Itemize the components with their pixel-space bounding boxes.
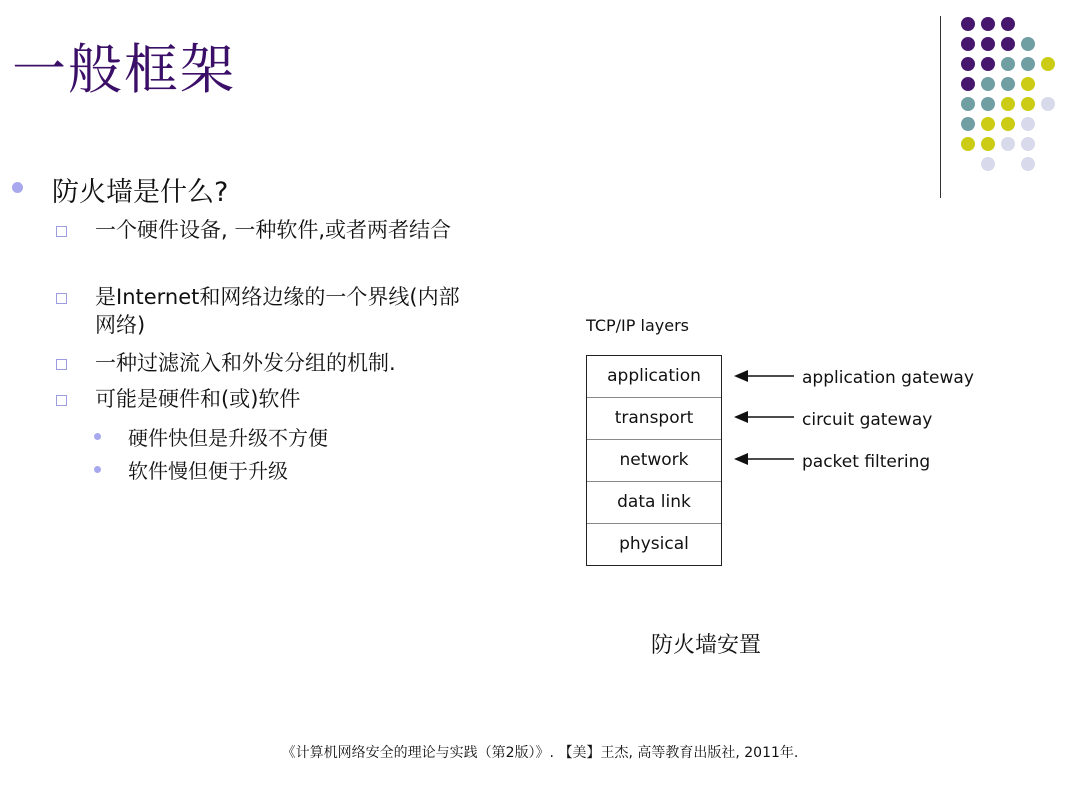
layer-network: network (587, 440, 721, 482)
decor-dot (961, 57, 975, 71)
arrow-left-icon (734, 410, 794, 424)
sub-bullet: 一个硬件设备, 一种软件,或者两者结合 (95, 218, 452, 242)
bullet-square-icon (56, 293, 67, 304)
decor-dot (961, 17, 975, 31)
decor-dot (1001, 77, 1015, 91)
layer-data-link: data link (587, 482, 721, 524)
decor-dot (961, 137, 975, 151)
diagram-title: TCP/IP layers (586, 316, 689, 335)
decor-dot (1021, 157, 1035, 171)
decor-dot (1001, 137, 1015, 151)
bullet-square-icon (56, 359, 67, 370)
decor-dot (1001, 117, 1015, 131)
layer-physical: physical (619, 534, 689, 554)
gateway-label: packet filtering (802, 452, 931, 472)
decor-dot (1001, 97, 1015, 111)
layer-application: application (587, 356, 721, 398)
decor-dot (1021, 57, 1035, 71)
bullet-dot-icon (94, 433, 101, 440)
decor-dot (1001, 17, 1015, 31)
decor-dot (961, 97, 975, 111)
gateway-label: application gateway (802, 368, 974, 388)
bullet-square-icon (56, 395, 67, 406)
decor-dot (1021, 77, 1035, 91)
decor-dot (1021, 137, 1035, 151)
sub-bullet: 一种过滤流入和外发分组的机制. (95, 351, 396, 375)
diagram-caption: 防火墙安置 (651, 633, 762, 658)
decor-dot (981, 97, 995, 111)
decor-dot (961, 117, 975, 131)
decor-dot (981, 157, 995, 171)
decor-dot (981, 17, 995, 31)
decor-dot (1041, 97, 1055, 111)
decor-dot (1021, 117, 1035, 131)
bullet-dot-icon (12, 182, 23, 193)
decor-dot (1001, 37, 1015, 51)
decor-dot (961, 37, 975, 51)
bullet-square-icon (56, 226, 67, 237)
decor-dot (981, 77, 995, 91)
sub-sub-bullet: 硬件快但是升级不方便 (128, 426, 328, 450)
footer-citation: 《计算机网络安全的理论与实践（第2版）》. 【美】王杰, 高等教育出版社, 2011年. (281, 745, 799, 761)
decor-dot (1001, 57, 1015, 71)
arrow-left-icon (734, 369, 794, 383)
slide-title: 一般框架 (12, 38, 236, 101)
decor-dot (961, 77, 975, 91)
bullet-main: 防火墙是什么? (52, 177, 229, 208)
protocol-stack (586, 355, 722, 566)
decor-dot (981, 57, 995, 71)
decor-dot (981, 137, 995, 151)
sub-bullet: 是Internet和网络边缘的一个界线(内部网络) (95, 285, 460, 337)
decor-dot (1021, 97, 1035, 111)
decor-dot (1041, 57, 1055, 71)
bullet-dot-icon (94, 466, 101, 473)
sub-sub-bullet: 软件慢但便于升级 (128, 459, 288, 483)
arrow-left-icon (734, 452, 794, 466)
sub-bullet: 可能是硬件和(或)软件 (95, 387, 301, 411)
gateway-label: circuit gateway (802, 410, 933, 430)
decor-dot (981, 37, 995, 51)
layer-transport: transport (587, 398, 721, 440)
decor-dot (1021, 37, 1035, 51)
decor-dot (981, 117, 995, 131)
